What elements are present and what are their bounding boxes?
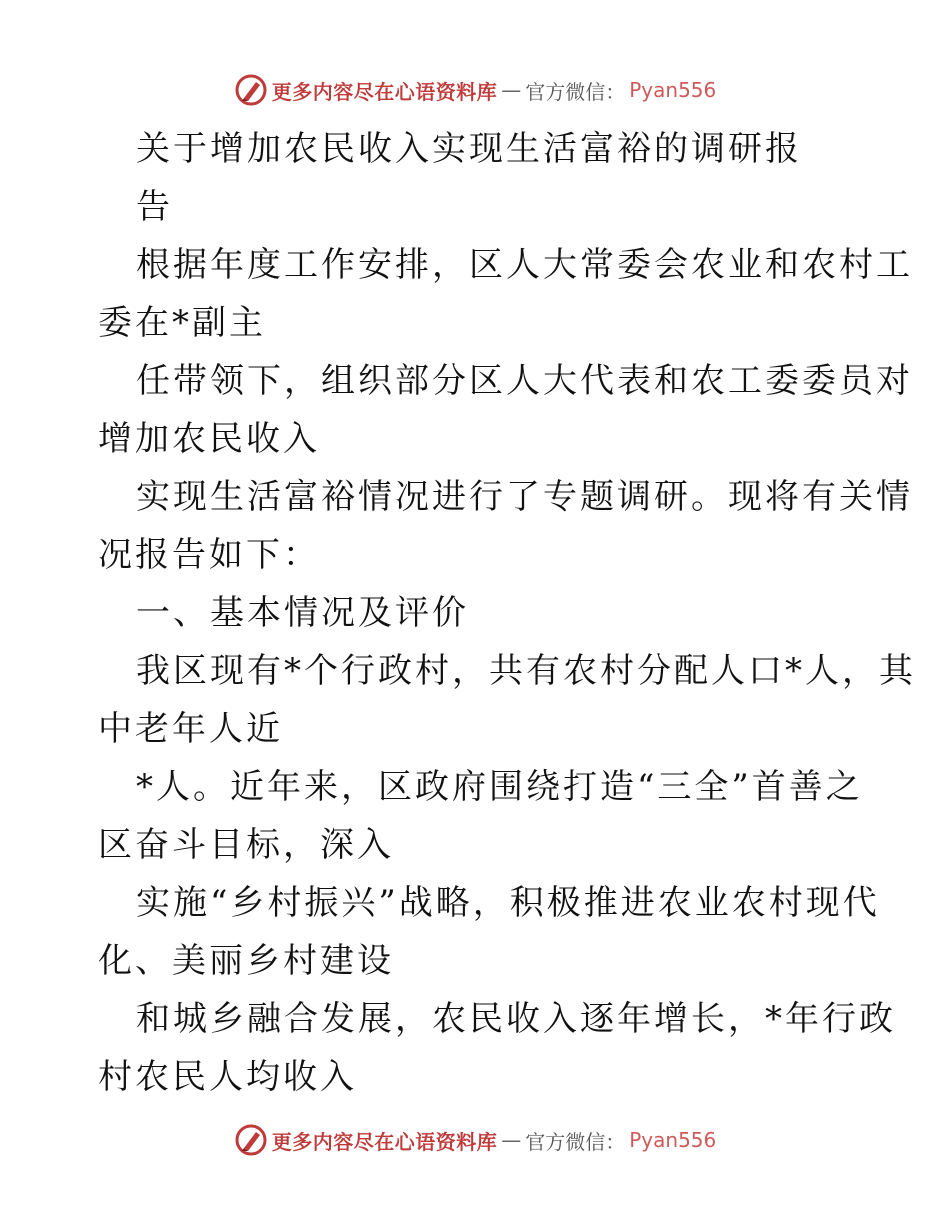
text-line: 任带领下，组织部分区人大代表和农工委委员对	[136, 361, 913, 401]
text-line: 实施“乡村振兴”战略，积极推进农业农村现代	[136, 883, 880, 923]
watermark-wechat-id: Pyan556	[629, 78, 717, 102]
watermark-wechat-label: 官方微信：	[525, 1129, 626, 1154]
watermark-site: 更多内容尽在心语资料库	[271, 1129, 498, 1154]
text-line: 实现生活富裕情况进行了专题调研。现将有关情	[136, 477, 913, 517]
text-line: 和城乡融合发展，农民收入逐年增长，*年行政	[136, 999, 896, 1039]
text-line: 况报告如下：	[98, 535, 320, 575]
watermark-dash: —	[501, 1128, 522, 1152]
watermark-site: 更多内容尽在心语资料库	[271, 79, 498, 104]
text-line: 告	[136, 187, 173, 227]
text-line: 根据年度工作安排，区人大常委会农业和农村工	[136, 245, 913, 285]
text-line: 区奋斗目标，深入	[98, 825, 394, 865]
text-line: 关于增加农民收入实现生活富裕的调研报	[136, 129, 802, 169]
pen-logo-icon	[234, 73, 268, 107]
text-line: 村农民人均收入	[98, 1057, 357, 1097]
watermark-dash: —	[501, 78, 522, 102]
text-line: 委在*副主	[98, 303, 266, 343]
text-line: 我区现有*个行政村，共有农村分配人口*人，其	[136, 651, 916, 691]
watermark-wechat-label: 官方微信：	[525, 79, 626, 104]
watermark-wechat-id: Pyan556	[629, 1128, 717, 1152]
watermark-banner-bottom	[0, 1120, 950, 1160]
document-body	[98, 120, 916, 1106]
text-line: *人。近年来，区政府围绕打造“三全”首善之	[136, 767, 863, 807]
pen-logo-icon	[234, 1123, 268, 1157]
text-line: 化、美丽乡村建设	[98, 941, 394, 981]
text-line: 一、基本情况及评价	[136, 593, 469, 633]
text-line: 增加农民收入	[98, 419, 320, 459]
watermark-banner-top	[0, 70, 950, 110]
text-line: 中老年人近	[98, 709, 283, 749]
